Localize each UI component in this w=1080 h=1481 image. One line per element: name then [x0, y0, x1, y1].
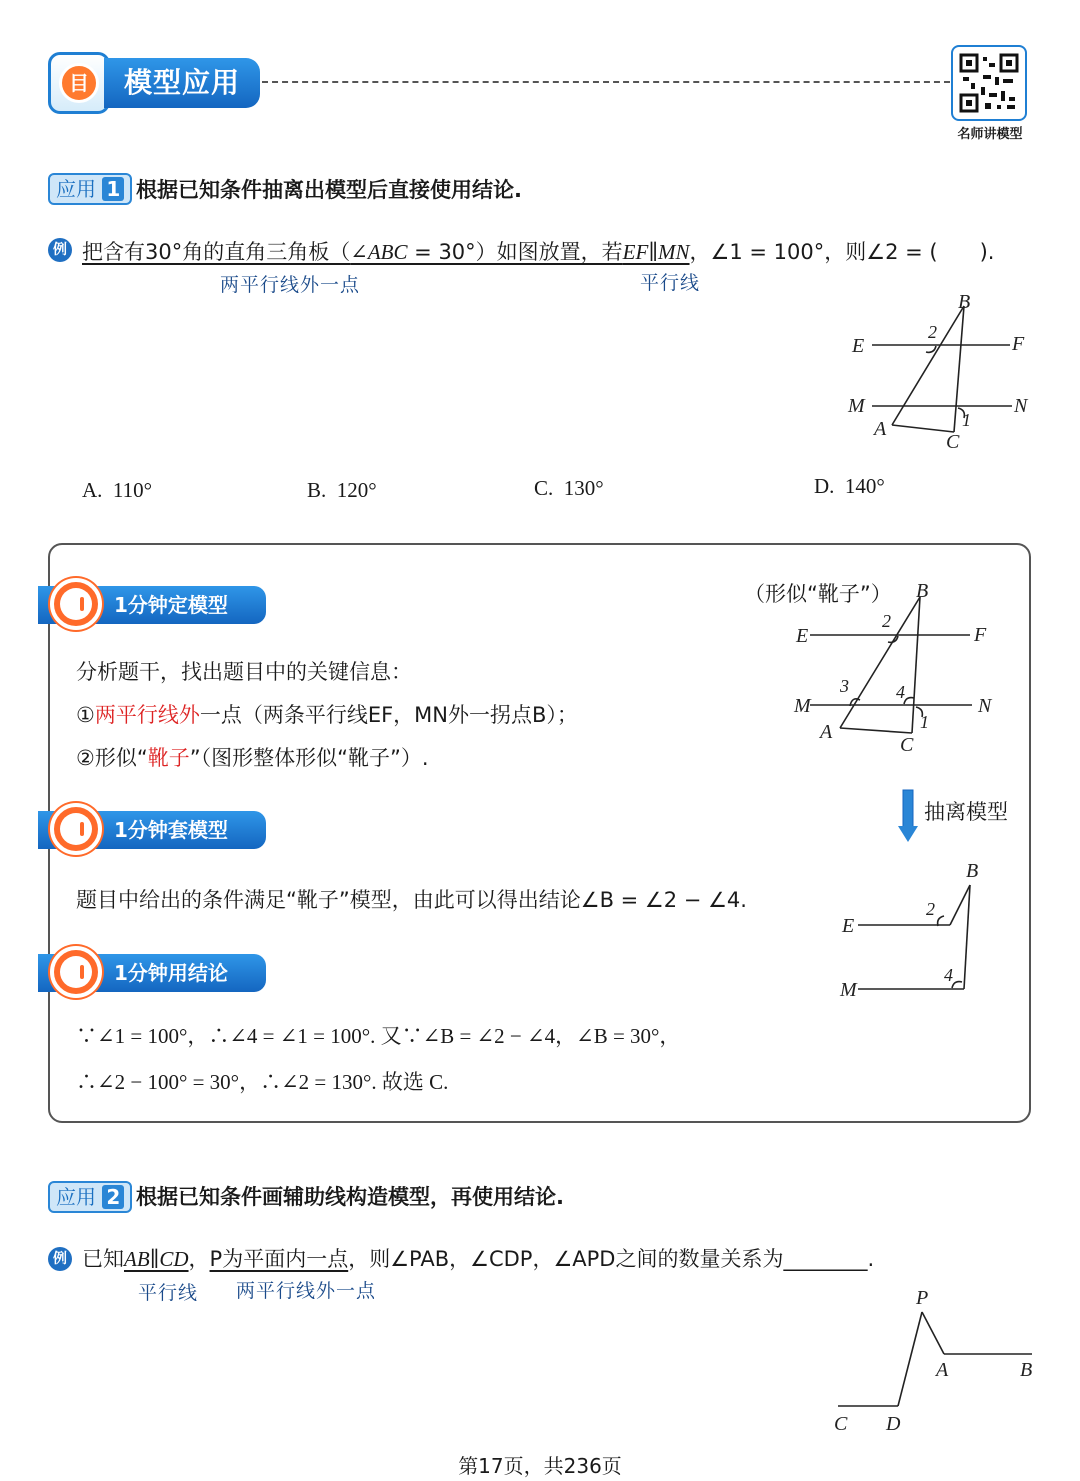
extract-label: 抽离模型 — [924, 800, 1008, 824]
s1-line2-circ: ② — [76, 746, 95, 770]
q1-part1: 把含有30°角的直角三角板（ — [82, 240, 351, 264]
figure-2 — [780, 575, 1010, 765]
qr-code-icon[interactable] — [951, 45, 1027, 121]
fig1-C: C — [946, 431, 960, 453]
figure-1 — [840, 290, 1040, 460]
section-icon-glyph: 目 — [59, 63, 99, 103]
fig1-M: M — [848, 395, 865, 417]
fig2-A: A — [820, 721, 833, 743]
step3-title: 1分钟用结论 — [38, 954, 266, 992]
fig1-A: A — [874, 418, 887, 440]
stopwatch-hand — [80, 597, 84, 611]
option-d[interactable] — [814, 474, 885, 499]
q1-parallel: EF∥MN — [622, 240, 690, 264]
fig4-P: P — [916, 1287, 929, 1309]
section-badge — [48, 52, 260, 114]
app2-tag — [48, 1181, 132, 1213]
fig1-E: E — [852, 335, 865, 357]
down-arrow-icon — [896, 788, 920, 844]
fig2-angle4: 4 — [896, 682, 905, 702]
stopwatch-hand — [80, 822, 84, 836]
page-number: 第17页，共236页 — [458, 1454, 622, 1478]
app2-question — [82, 1243, 874, 1273]
fig1-angle1: 1 — [962, 410, 971, 430]
fig4-C: C — [834, 1413, 848, 1435]
option-d-value: 140° — [844, 474, 885, 498]
fig4-B: B — [1020, 1359, 1033, 1381]
fig4-D: D — [886, 1413, 901, 1435]
q2-note-point: 两平行线外一点 — [236, 1280, 377, 1302]
q1-note-parallel: 平行线 — [640, 272, 701, 294]
stopwatch-face — [60, 813, 92, 845]
q2-note-parallel: 平行线 — [138, 1282, 199, 1304]
fig2-C: C — [900, 734, 914, 756]
fig3-B: B — [966, 860, 979, 882]
q1-note-point: 两平行线外一点 — [220, 274, 361, 296]
stopwatch-face — [60, 956, 92, 988]
app1-tag — [48, 173, 132, 205]
option-c[interactable] — [534, 476, 604, 501]
q1-angle: ∠ABC — [350, 240, 408, 264]
fig3-E: E — [842, 915, 855, 937]
qr-label: 名师讲模型 — [957, 127, 1023, 142]
s1-line1-rest: 一点（两条平行线EF，MN外一拐点B）； — [199, 703, 578, 727]
step-define-model — [38, 578, 266, 624]
s1-line1 — [76, 699, 578, 729]
fig1-N: N — [1014, 395, 1028, 417]
step1-title: 1分钟定模型 — [38, 586, 266, 624]
section-icon — [48, 52, 110, 114]
option-c-label: C. — [534, 476, 554, 500]
fig3-angle2: 2 — [926, 899, 935, 919]
step-use-conclusion — [38, 946, 266, 992]
stopwatch-face — [60, 588, 92, 620]
stopwatch-icon — [50, 946, 102, 998]
figure-4 — [820, 1282, 1050, 1442]
example-icon: 例 — [48, 1247, 72, 1271]
example-icon: 例 — [48, 238, 72, 262]
stopwatch-icon — [50, 578, 102, 630]
stopwatch-icon — [50, 803, 102, 855]
fig2-E: E — [796, 625, 809, 647]
q2-pre: 已知 — [82, 1247, 124, 1271]
s2-line: 题目中给出的条件满足“靴子”模型，由此可以得出结论∠B = ∠2 − ∠4. — [76, 888, 747, 912]
app2-tag-word: 应用 — [56, 1185, 96, 1209]
s1-line2-highlight: 靴子 — [147, 746, 190, 770]
fig2-angle3: 3 — [840, 676, 849, 696]
option-a[interactable] — [82, 478, 152, 503]
fig1-angle2: 2 — [928, 322, 937, 342]
fig2-F: F — [974, 624, 987, 646]
s1-line1-circ: ① — [76, 703, 95, 727]
app1-question — [82, 236, 994, 266]
fig2-N: N — [978, 695, 992, 717]
fig2-M: M — [794, 695, 811, 717]
app1-tag-word: 应用 — [56, 177, 96, 201]
fig2-angle2: 2 — [882, 611, 891, 631]
fig4-A: A — [936, 1359, 949, 1381]
fig3-angle4: 4 — [944, 965, 953, 985]
fig2-angle1: 1 — [920, 712, 929, 732]
s3-line1: ∵∠1 = 100°，∴∠4 = ∠1 = 100°. 又∵∠B = ∠2 − ∠4，∠B = 30°， — [76, 1024, 681, 1048]
s1-line0: 分析题干，找出题目中的关键信息： — [76, 660, 412, 684]
s1-line1-highlight: 两平行线外 — [94, 703, 200, 727]
q1-part3: ，∠1 = 100°，则∠2 = ( ). — [689, 240, 995, 264]
section-title: 模型应用 — [104, 58, 260, 108]
step-apply-model — [38, 803, 266, 849]
option-a-value: 110° — [112, 478, 153, 502]
step2-title: 1分钟套模型 — [38, 811, 266, 849]
figure-3 — [830, 855, 1010, 1005]
s1-line2 — [76, 742, 429, 772]
app2-description: 根据已知条件画辅助线构造模型，再使用结论. — [136, 1185, 564, 1209]
option-b-value: 120° — [336, 478, 377, 502]
s3-line2: ∴∠2 − 100° = 30°，∴∠2 = 130°. 故选 C. — [76, 1070, 449, 1094]
option-d-label: D. — [814, 474, 835, 498]
option-b-label: B. — [307, 478, 327, 502]
q2-point: P为平面内一点 — [209, 1247, 349, 1271]
option-c-value: 130° — [563, 476, 604, 500]
q2-mid: ， — [188, 1247, 210, 1271]
stopwatch-hand — [80, 965, 84, 979]
header-divider — [262, 81, 950, 83]
option-a-label: A. — [82, 478, 103, 502]
q1-part2: = 30°）如图放置，若 — [407, 240, 623, 264]
q2-parallel: AB∥CD — [124, 1247, 189, 1271]
app1-tag-num: 1 — [102, 177, 124, 201]
fig1-B: B — [958, 291, 971, 313]
fig3-M: M — [840, 979, 857, 1001]
fig2-caption: （形似“靴子”） — [744, 582, 892, 606]
q2-rest: ，则∠PAB，∠CDP，∠APD之间的数量关系为________. — [348, 1247, 875, 1271]
s1-line2-a: 形似“ — [94, 746, 148, 770]
fig1-F: F — [1012, 333, 1025, 355]
app2-tag-num: 2 — [102, 1185, 124, 1209]
s1-line2-rest: ”（图形整体形似“靴子”）. — [189, 746, 429, 770]
option-b[interactable] — [307, 478, 377, 503]
app1-description: 根据已知条件抽离出模型后直接使用结论. — [136, 178, 522, 202]
fig2-B: B — [916, 580, 929, 602]
